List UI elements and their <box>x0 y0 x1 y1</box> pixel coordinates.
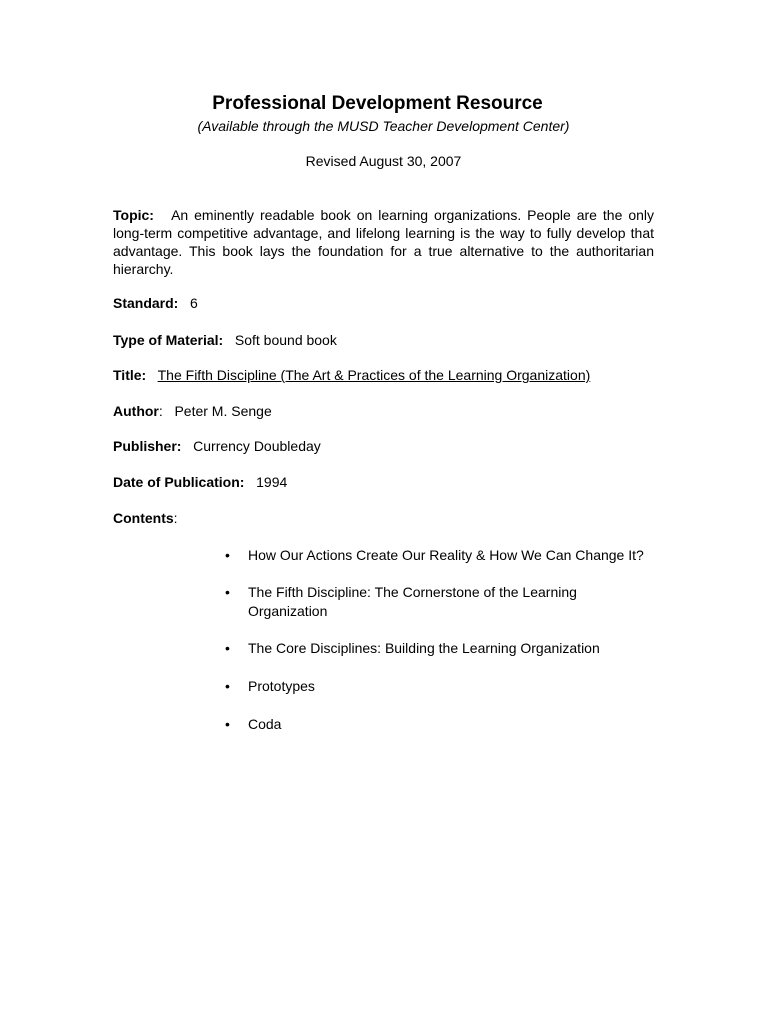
document-page <box>113 0 654 1024</box>
list-item-text: How Our Actions Create Our Reality & How We Can Change It? <box>248 547 644 563</box>
list-item-text: The Core Disciplines: Building the Learning Organization <box>248 640 600 656</box>
topic-field <box>113 206 654 278</box>
bullet-icon: • <box>225 716 230 732</box>
document-subtitle: (Available through the MUSD Teacher Development Center) <box>197 118 570 134</box>
topic-label: Topic: <box>113 207 154 223</box>
list-item <box>225 677 655 696</box>
publication-date-label: Date of Publication: <box>113 474 245 490</box>
bullet-icon: • <box>225 547 230 563</box>
publication-date-value: 1994 <box>256 474 288 490</box>
title-label: Title: <box>113 367 147 383</box>
standard-label: Standard: <box>113 295 179 311</box>
author-field <box>113 402 654 420</box>
list-item-text: Prototypes <box>248 678 315 694</box>
author-colon: : <box>158 403 163 419</box>
list-item <box>225 583 655 621</box>
material-field <box>113 331 654 349</box>
revised-date: Revised August 30, 2007 <box>305 153 462 169</box>
publisher-field <box>113 437 654 455</box>
list-item-text: The Fifth Discipline: The Cornerstone of the Learning Organization <box>248 584 577 619</box>
author-value: Peter M. Senge <box>174 403 272 419</box>
publication-date-field <box>113 473 654 491</box>
contents-colon: : <box>173 510 178 526</box>
bullet-icon: • <box>225 584 230 600</box>
document-title: Professional Development Resource <box>212 93 543 114</box>
author-label: Author <box>113 403 159 419</box>
list-item <box>225 715 655 734</box>
standard-field <box>113 294 654 312</box>
topic-value: An eminently readable book on learning organizations. People are the only long-term competitive advantage, and lifelong learning is the way to fully develop that advantage. This book lays the foundation for a true alternative to the authoritarian hierarchy. <box>113 207 654 277</box>
list-item <box>225 639 655 658</box>
bullet-icon: • <box>225 678 230 694</box>
contents-list <box>225 546 655 734</box>
publisher-label: Publisher: <box>113 438 182 454</box>
standard-value: 6 <box>190 295 198 311</box>
material-value: Soft bound book <box>234 332 337 348</box>
list-item <box>225 546 655 565</box>
material-label: Type of Material: <box>113 332 224 348</box>
book-title-value: The Fifth Discipline (The Art & Practices of the Learning Organization) <box>157 367 591 383</box>
title-field <box>113 366 654 384</box>
contents-label: Contents <box>113 510 174 526</box>
publisher-value: Currency Doubleday <box>193 438 321 454</box>
bullet-icon: • <box>225 640 230 656</box>
list-item-text: Coda <box>248 716 282 732</box>
contents-field <box>113 509 654 527</box>
